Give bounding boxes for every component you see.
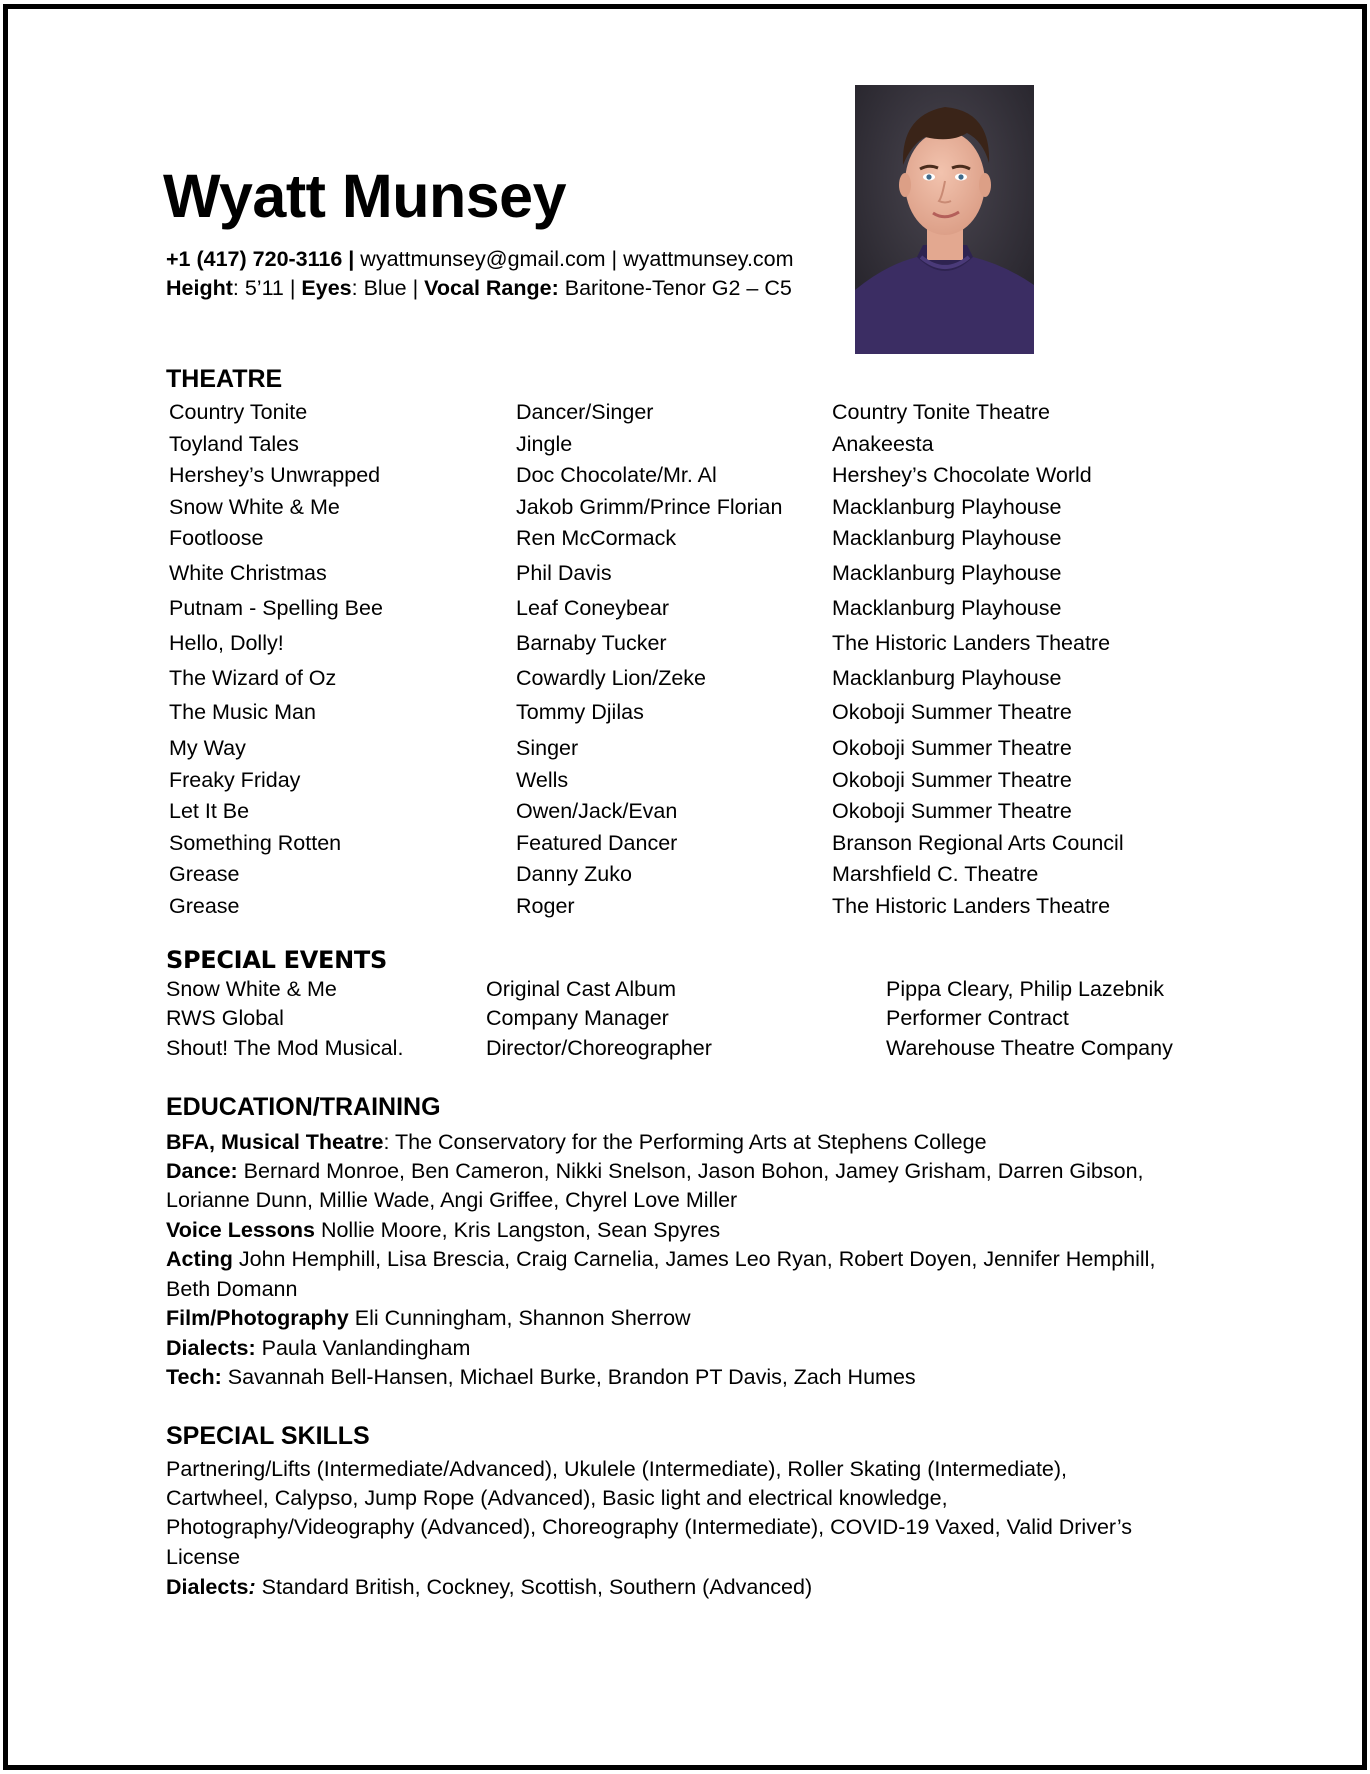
theatre-venue-cell: Macklanburg Playhouse bbox=[832, 666, 1062, 690]
contact-line bbox=[166, 249, 794, 271]
theatre-show-cell: Country Tonite bbox=[169, 400, 308, 424]
theatre-venue-cell: Okoboji Summer Theatre bbox=[832, 736, 1072, 760]
theatre-show-cell: Let It Be bbox=[169, 799, 250, 823]
theatre-show-cell: Freaky Friday bbox=[169, 768, 301, 792]
theatre-role-cell: Wells bbox=[516, 768, 569, 792]
headshot-photo-icon bbox=[855, 85, 1034, 354]
skills-dialects-value: Standard British, Cockney, Scottish, Southern (Advanced) bbox=[255, 1575, 813, 1599]
special-events-heading: SPECIAL EVENTS bbox=[166, 946, 387, 974]
bfa-value: : The Conservatory for the Performing Arts at Stephens College bbox=[383, 1130, 987, 1154]
height-value: : 5’11 | bbox=[232, 276, 302, 300]
education-bfa bbox=[166, 1132, 987, 1154]
theatre-show-cell: Hershey’s Unwrapped bbox=[169, 463, 381, 487]
event-cell: Snow White & Me bbox=[166, 977, 337, 1001]
dialects-value: Paula Vanlandingham bbox=[255, 1336, 471, 1360]
dance-value: Bernard Monroe, Ben Cameron, Nikki Snelson, Jason Bohon, Jamey Grisham, Darren Gibson, bbox=[237, 1159, 1144, 1183]
dialects-label: Dialects: bbox=[166, 1336, 256, 1360]
theatre-venue-cell: Hershey’s Chocolate World bbox=[832, 463, 1092, 487]
phone-number: +1 (417) 720-3116 | bbox=[166, 247, 355, 271]
theatre-show-cell: White Christmas bbox=[169, 561, 327, 585]
theatre-role-cell: Dancer/Singer bbox=[516, 400, 654, 424]
vocal-range-value: Baritone-Tenor G2 – C5 bbox=[558, 276, 792, 300]
theatre-show-cell: Snow White & Me bbox=[169, 495, 340, 519]
theatre-heading: THEATRE bbox=[166, 365, 283, 393]
voice-value: Nollie Moore, Kris Langston, Sean Spyres bbox=[314, 1218, 721, 1242]
theatre-show-cell: Something Rotten bbox=[169, 831, 342, 855]
theatre-show-cell: The Wizard of Oz bbox=[169, 666, 337, 690]
special-skills-heading: SPECIAL SKILLS bbox=[166, 1422, 370, 1450]
theatre-venue-cell: Branson Regional Arts Council bbox=[832, 831, 1124, 855]
tech-label: Tech: bbox=[166, 1365, 222, 1389]
voice-label: Voice Lessons bbox=[166, 1218, 315, 1242]
education-film bbox=[166, 1308, 691, 1330]
skills-dialects-label: Dialects bbox=[166, 1575, 249, 1599]
acting-label: Acting bbox=[166, 1247, 233, 1271]
theatre-show-cell: Footloose bbox=[169, 526, 264, 550]
education-dance bbox=[166, 1161, 1144, 1183]
event-cell: Pippa Cleary, Philip Lazebnik bbox=[886, 977, 1165, 1001]
theatre-venue-cell: Marshfield C. Theatre bbox=[832, 862, 1039, 886]
theatre-venue-cell: Macklanburg Playhouse bbox=[832, 596, 1062, 620]
theatre-role-cell: Barnaby Tucker bbox=[516, 631, 667, 655]
theatre-role-cell: Tommy Djilas bbox=[516, 700, 644, 724]
dance-label: Dance: bbox=[166, 1159, 238, 1183]
theatre-venue-cell: Okoboji Summer Theatre bbox=[832, 700, 1072, 724]
theatre-show-cell: Grease bbox=[169, 862, 240, 886]
theatre-show-cell: Toyland Tales bbox=[169, 432, 299, 456]
theatre-role-cell: Cowardly Lion/Zeke bbox=[516, 666, 707, 690]
vocal-range-label: Vocal Range: bbox=[424, 276, 559, 300]
tech-value: Savannah Bell-Hansen, Michael Burke, Brandon PT Davis, Zach Humes bbox=[221, 1365, 916, 1389]
theatre-role-cell: Jingle bbox=[516, 432, 573, 456]
theatre-venue-cell: Okoboji Summer Theatre bbox=[832, 768, 1072, 792]
theatre-venue-cell: Macklanburg Playhouse bbox=[832, 526, 1062, 550]
theatre-venue-cell: The Historic Landers Theatre bbox=[832, 894, 1111, 918]
event-cell: Director/Choreographer bbox=[486, 1036, 712, 1060]
physical-stats-line bbox=[166, 278, 792, 300]
skills-line-4: License bbox=[166, 1545, 241, 1569]
event-cell: Original Cast Album bbox=[486, 977, 676, 1001]
theatre-role-cell: Doc Chocolate/Mr. Al bbox=[516, 463, 717, 487]
film-value: Eli Cunningham, Shannon Sherrow bbox=[348, 1306, 691, 1330]
theatre-role-cell: Owen/Jack/Evan bbox=[516, 799, 678, 823]
theatre-show-cell: Putnam - Spelling Bee bbox=[169, 596, 383, 620]
education-acting bbox=[166, 1249, 1155, 1271]
theatre-venue-cell: Okoboji Summer Theatre bbox=[832, 799, 1072, 823]
education-dialects bbox=[166, 1338, 470, 1360]
theatre-role-cell: Phil Davis bbox=[516, 561, 612, 585]
height-label: Height bbox=[166, 276, 233, 300]
skills-dialects bbox=[166, 1577, 812, 1599]
contact-email-website: wyattmunsey@gmail.com | wyattmunsey.com bbox=[354, 247, 794, 271]
skills-line-3: Photography/Videography (Advanced), Choreography (Intermediate), COVID-19 Vaxed, Valid Driver’s bbox=[166, 1515, 1133, 1539]
event-cell: Performer Contract bbox=[886, 1006, 1069, 1030]
event-cell: Warehouse Theatre Company bbox=[886, 1036, 1173, 1060]
theatre-venue-cell: The Historic Landers Theatre bbox=[832, 631, 1111, 655]
theatre-role-cell: Danny Zuko bbox=[516, 862, 632, 886]
eyes-label: Eyes bbox=[301, 276, 352, 300]
theatre-role-cell: Leaf Coneybear bbox=[516, 596, 669, 620]
eyes-value: : Blue | bbox=[351, 276, 425, 300]
skills-line-1: Partnering/Lifts (Intermediate/Advanced), Ukulele (Intermediate), Roller Skating (Intermediate), bbox=[166, 1457, 1068, 1481]
event-cell: Shout! The Mod Musical. bbox=[166, 1036, 404, 1060]
skills-line-2: Cartwheel, Calypso, Jump Rope (Advanced), Basic light and electrical knowledge, bbox=[166, 1486, 948, 1510]
education-voice bbox=[166, 1220, 720, 1242]
education-heading: EDUCATION/TRAINING bbox=[166, 1093, 441, 1121]
actor-name: Wyatt Munsey bbox=[163, 162, 567, 230]
headshot-photo bbox=[855, 85, 1034, 354]
film-label: Film/Photography bbox=[166, 1306, 349, 1330]
theatre-show-cell: Hello, Dolly! bbox=[169, 631, 284, 655]
theatre-role-cell: Singer bbox=[516, 736, 579, 760]
theatre-venue-cell: Macklanburg Playhouse bbox=[832, 495, 1062, 519]
education-tech bbox=[166, 1367, 916, 1389]
event-cell: Company Manager bbox=[486, 1006, 669, 1030]
education-acting-cont: Beth Domann bbox=[166, 1277, 298, 1301]
theatre-show-cell: My Way bbox=[169, 736, 246, 760]
theatre-show-cell: Grease bbox=[169, 894, 240, 918]
theatre-venue-cell: Anakeesta bbox=[832, 432, 934, 456]
theatre-role-cell: Featured Dancer bbox=[516, 831, 678, 855]
event-cell: RWS Global bbox=[166, 1006, 284, 1030]
theatre-show-cell: The Music Man bbox=[169, 700, 316, 724]
theatre-role-cell: Jakob Grimm/Prince Florian bbox=[516, 495, 783, 519]
skills-dialects-colon: : bbox=[248, 1575, 256, 1599]
theatre-venue-cell: Country Tonite Theatre bbox=[832, 400, 1050, 424]
theatre-role-cell: Roger bbox=[516, 894, 575, 918]
theatre-venue-cell: Macklanburg Playhouse bbox=[832, 561, 1062, 585]
bfa-label: BFA, Musical Theatre bbox=[166, 1130, 384, 1154]
acting-value: John Hemphill, Lisa Brescia, Craig Carnelia, James Leo Ryan, Robert Doyen, Jennifer Hemphill, bbox=[232, 1247, 1156, 1271]
education-dance-cont: Lorianne Dunn, Millie Wade, Angi Griffee, Chyrel Love Miller bbox=[166, 1188, 738, 1212]
theatre-role-cell: Ren McCormack bbox=[516, 526, 677, 550]
